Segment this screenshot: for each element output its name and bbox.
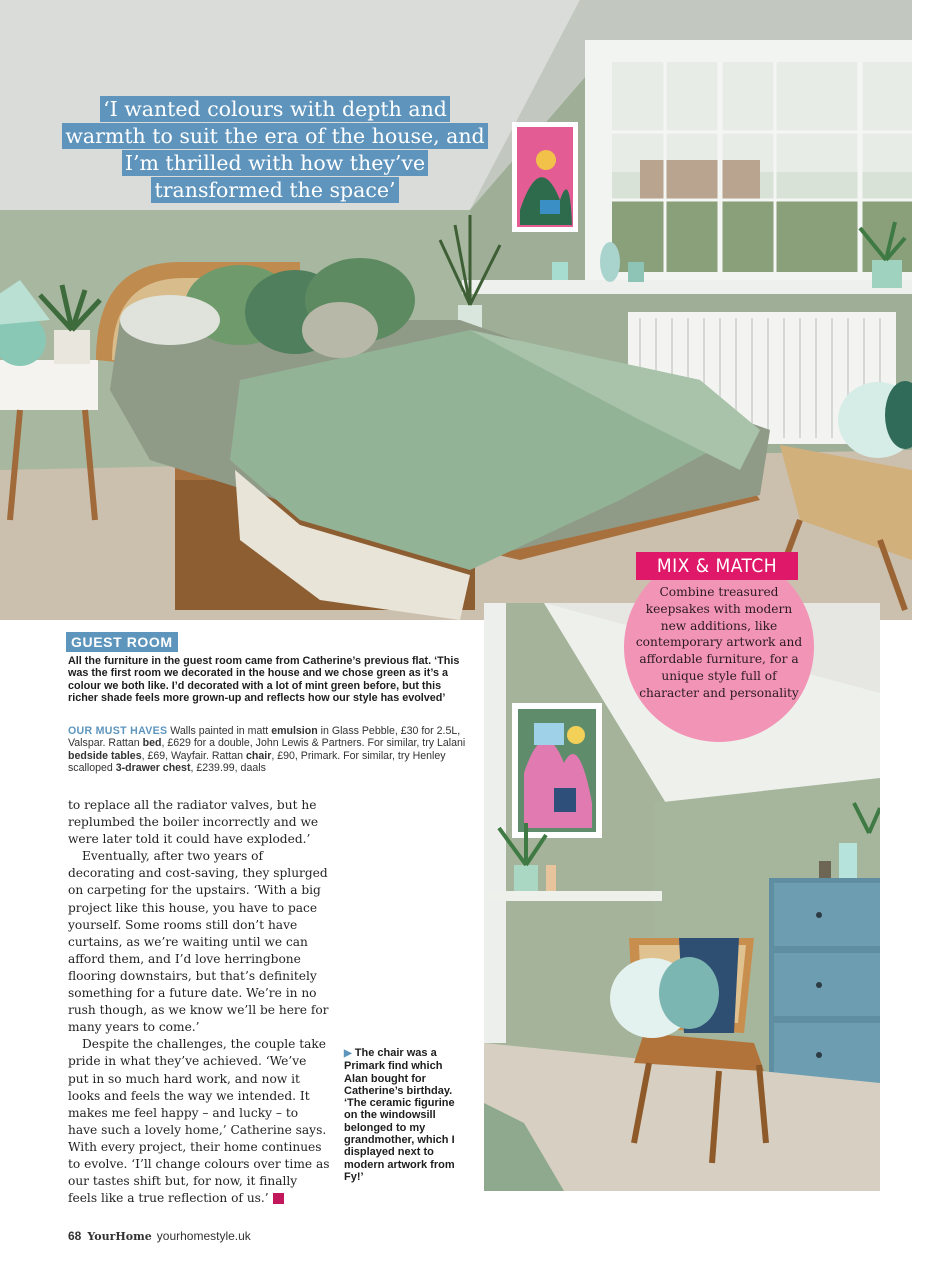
- mix-match-title: MIX & MATCH: [636, 552, 798, 580]
- must-haves-item: emulsion: [271, 725, 318, 737]
- hero-bedroom-photo: [0, 0, 912, 620]
- must-haves-item: chair: [246, 749, 272, 762]
- body-paragraph-text: Despite the challenges, the couple take pride in what they’ve achieved. ‘We’ve put in so much hard work, and now it looks and feels the way we intended. It makes me feel happy – and lucky – to have such a lovely home,’ Catherine says. With every project, their home continues to evolve. ‘I’ll change colours over time as our tastes shift but, for now, it finally feels like a true reflection of us.’: [68, 1037, 330, 1206]
- end-mark-icon: YH: [273, 1193, 284, 1204]
- pull-quote: [60, 96, 490, 204]
- pull-quote-text: ‘I wanted colours with depth and warmth to suit the era of the house, and I’m thrilled with how they’ve transformed the space’: [62, 96, 487, 203]
- website: yourhomestyle.uk: [156, 1229, 251, 1243]
- must-haves-item: bed: [142, 737, 162, 750]
- must-haves-text: , £239.99, daals: [190, 762, 266, 775]
- caption-arrow-icon: ▶: [344, 1048, 352, 1059]
- must-haves-item: bedside tables: [68, 749, 142, 762]
- must-haves-list: [68, 725, 468, 775]
- article-body: [68, 797, 330, 1207]
- must-haves-text: , £629 for a double, John Lewis & Partners. For similar, try Lalani: [161, 737, 466, 750]
- must-haves-label: OUR MUST HAVES: [68, 725, 168, 737]
- photo-caption-text: The chair was a Primark find which Alan bought for Catherine’s birthday. ‘The ceramic figurine on the windowsill belonged to my grandmother, which I displayed next to modern artwork from Fy!’: [344, 1047, 455, 1183]
- must-haves-text: , £69, Wayfair. Rattan: [141, 749, 247, 762]
- must-haves-item: 3-drawer chest: [115, 762, 191, 775]
- photo-caption: [344, 1047, 468, 1183]
- body-paragraph-last: [68, 1036, 330, 1207]
- page-footer: [68, 1229, 251, 1243]
- magazine-name: YourHome: [87, 1230, 152, 1243]
- body-paragraph: to replace all the radiator valves, but he replumbed the boiler incorrectly and we were later told it could have exploded.’: [68, 798, 319, 847]
- body-paragraph: Eventually, after two years of decorating and cost-saving, they splurged on carpeting for the upstairs. ‘With a big project like this house, you have to pace yourself. Some rooms still don’t have curtains, as we’re waiting until we can afford them, and I’d love herringbone flooring downstairs, but that’s definitely something for a future date. We’re in no rush though, as we know we’ll be here for many years to come.’: [68, 849, 329, 1035]
- must-haves-text: Walls painted in matt: [167, 725, 272, 737]
- page-number: 68: [68, 1229, 82, 1243]
- must-haves-text: , £90, Primark. For similar, try Henley scalloped: [68, 749, 446, 775]
- mix-match-text: Combine treasured keepsakes with modern new additions, like contemporary artwork and affordable furniture, for a unique style full of character and personality: [635, 585, 803, 700]
- guest-room-lead: All the furniture in the guest room came from Catherine’s previous flat. ‘This was the first room we decorated in the house and we chose green as it’s a colour we both like. I’d decorated with a lot of mint green before, but this richer shade feels more grown-up and reflects how our style has evolved’: [68, 655, 460, 704]
- guest-room-label: GUEST ROOM: [66, 632, 178, 652]
- must-haves-text: in Glass Pebble, £30 for 2.5L, Valspar. Rattan: [68, 725, 461, 750]
